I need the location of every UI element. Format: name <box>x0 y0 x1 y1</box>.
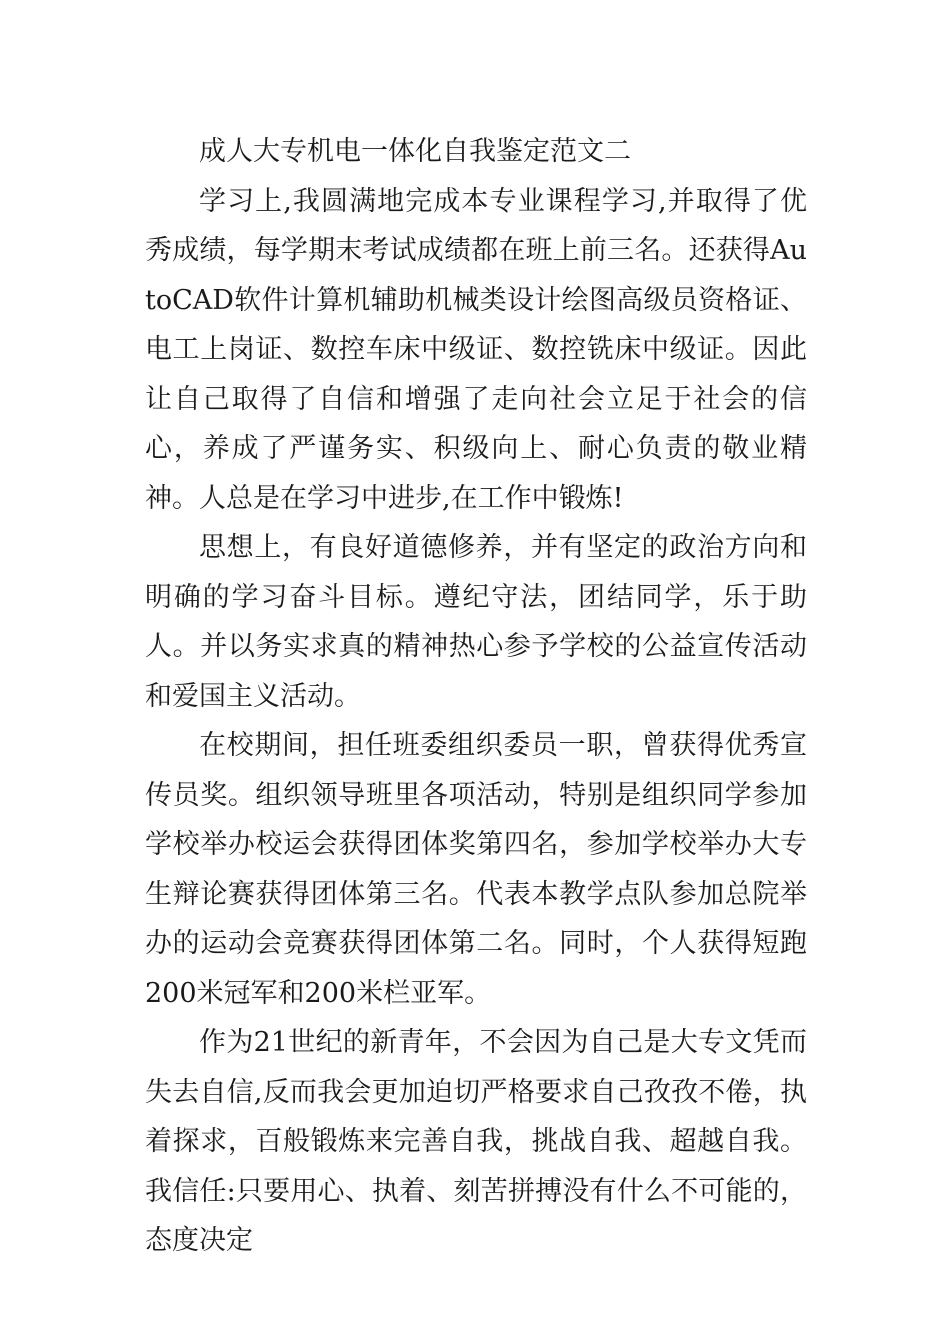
document-body <box>145 127 807 1266</box>
document-title: 成人大专机电一体化自我鉴定范文二 <box>199 136 631 167</box>
paragraph-school-activities: 在校期间，担任班委组织委员一职，曾获得优秀宣传员奖。组织领导班里各项活动，特别是组织同学参加学校举办校运会获得团体奖第四名，参加学校举办大专生辩论赛获得团体第三名。代表本教学点队参加总院举办的运动会竞赛获得团体第二名。同时，个人获得短跑200米冠军和200米栏亚军。 <box>145 730 807 1009</box>
paragraph-self-improvement: 作为21世纪的新青年，不会因为自己是大专文凭而失去自信,反而我会更加迫切严格要求自己孜孜不倦，执着探求，百般锻炼来完善自我，挑战自我、超越自我。我信任:只要用心、执着、刻苦拼搏没有什么不可能的，态度决定 <box>145 1027 807 1256</box>
paragraph-ideology: 思想上，有良好道德修养，并有坚定的政治方向和明确的学习奋斗目标。遵纪守法，团结同学，乐于助人。并以务实求真的精神热心参予学校的公益宣传活动和爱国主义活动。 <box>145 532 807 712</box>
paragraph-study: 学习上,我圆满地完成本专业课程学习,并取得了优秀成绩，每学期末考试成绩都在班上前三名。还获得AutoCAD软件计算机辅助机械类设计绘图高级员资格证、电工上岗证、数控车床中级证、数控铣床中级证。因此让自己取得了自信和增强了走向社会立足于社会的信心，养成了严谨务实、积级向上、耐心负责的敬业精神。人总是在学习中进步,在工作中锻炼! <box>145 185 807 514</box>
